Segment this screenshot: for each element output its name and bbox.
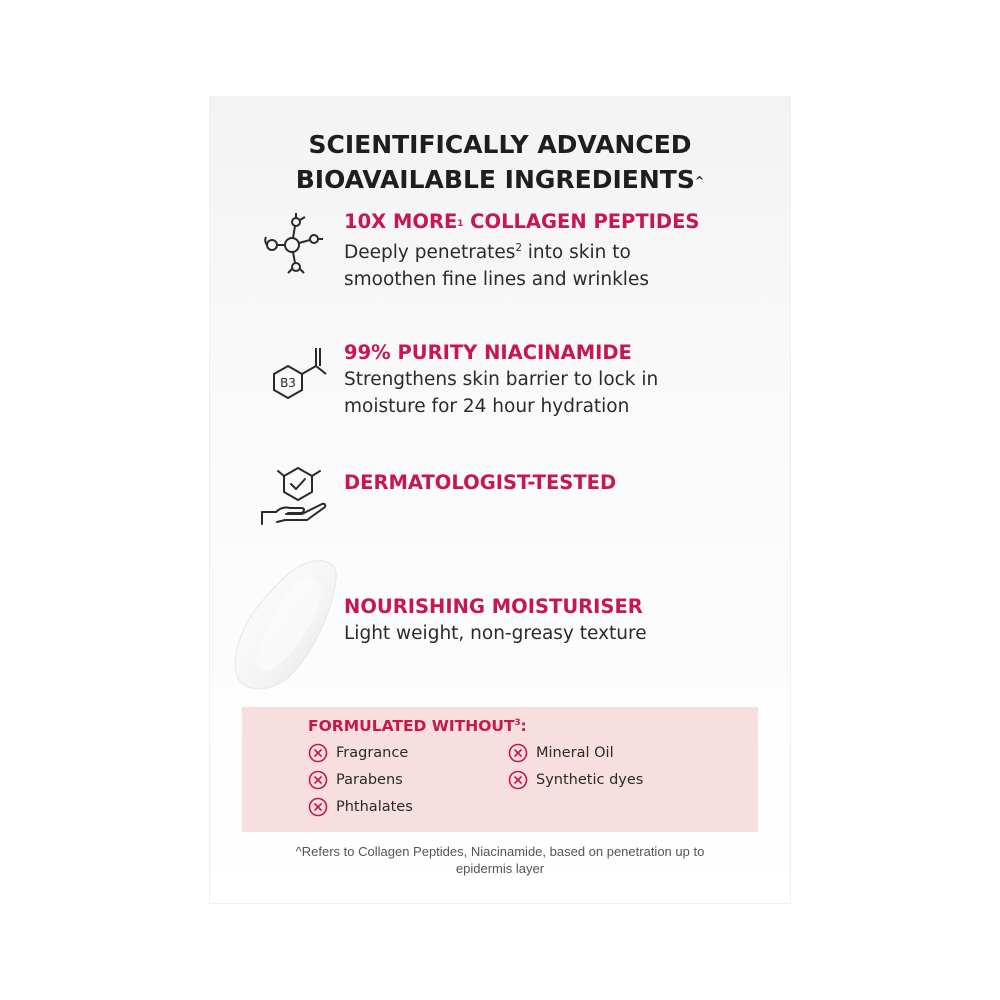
page-title [210,127,790,197]
feature-niacinamide-desc-1: Strengthens skin barrier to lock in [344,369,659,390]
circle-x-icon [508,743,528,763]
collagen-desc-b: into skin to [521,242,631,264]
without-title-sup: 3 [514,717,521,728]
without-item-label: Fragrance [336,745,409,761]
collagen-heading-prefix: 10X MORE [344,210,458,233]
infographic-card [210,97,790,903]
without-item-phthalates [308,797,413,817]
collagen-desc-sup: 2 [515,243,522,254]
feature-niacinamide-desc-2: moisture for 24 hour hydration [344,396,630,417]
b3-molecule-icon [258,340,328,410]
feature-collagen-desc-2: smoothen fine lines and wrinkles [344,269,649,291]
without-item-label: Synthetic dyes [536,772,644,788]
formulated-without-title [308,717,527,735]
feature-collagen-text [344,209,784,293]
feature-dermatologist-text [344,470,784,496]
collagen-desc-a: Deeply penetrates [344,242,516,264]
circle-x-icon [508,770,528,790]
feature-collagen-desc-1 [344,235,784,266]
without-item-label: Parabens [336,772,403,788]
circle-x-icon [308,797,328,817]
feature-niacinamide-text [344,340,784,420]
collagen-heading-sup: 1 [457,219,464,229]
feature-collagen-heading [344,209,784,235]
without-item-mineral-oil [508,743,614,763]
without-title-prefix: FORMULATED WITHOUT [308,717,515,735]
footnote-line-2: epidermis layer [455,861,545,876]
b3-icon-label: B3 [280,376,296,390]
feature-moisturiser-desc-1: Light weight, non-greasy texture [344,623,647,644]
without-item-synthetic-dyes [508,770,643,790]
title-line-1: SCIENTIFICALLY ADVANCED [308,130,692,159]
collagen-heading-suffix: COLLAGEN PEPTIDES [463,210,700,233]
circle-x-icon [308,743,328,763]
circle-x-icon [308,770,328,790]
without-item-label: Phthalates [336,799,413,815]
feature-niacinamide-heading: 99% PURITY NIACINAMIDE [344,341,632,364]
title-caret-mark: ^ [694,175,705,188]
title-line-2 [210,162,790,197]
cream-swatch-icon [230,556,346,696]
feature-moisturiser-heading: NOURISHING MOISTURISER [344,595,643,618]
feature-moisturiser-text [344,594,784,647]
feature-dermatologist-heading: DERMATOLOGIST-TESTED [344,471,617,494]
footnote [240,843,760,877]
title-line-2-text: BIOAVAILABLE INGREDIENTS [295,165,695,194]
hand-check-icon [258,462,328,532]
footnote-line-1: ^Refers to Collagen Peptides, Niacinamide, based on penetration up to [295,844,705,859]
without-title-suffix: : [520,717,527,735]
without-item-fragrance [308,743,408,763]
without-item-parabens [308,770,403,790]
without-item-label: Mineral Oil [536,745,614,761]
formulated-without-panel [242,707,758,832]
molecule-icon [258,209,328,279]
